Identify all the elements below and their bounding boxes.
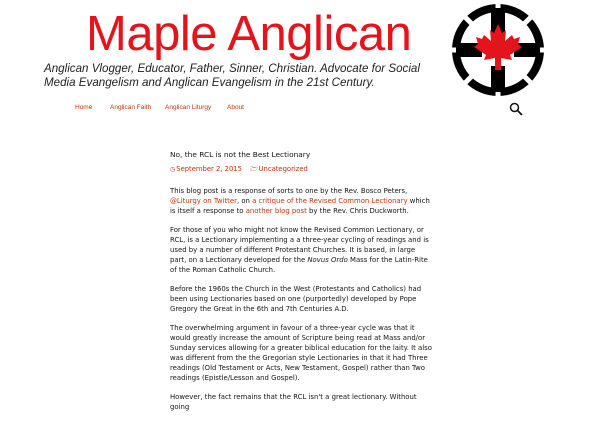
post-meta [170,165,308,174]
paragraph-3: Before the 1960s the Church in the West (Protestants and Catholics) had been using Lectionaries based on one (purportedly) developed by Pope Gregory the Great in the 6th and 7th Centuries A.D. [170,285,422,313]
post-category[interactable]: Uncategorized [258,165,308,173]
tagline-line-1: Anglican Vlogger, Educator, Father, Sinner, Christian. Advocate for Social [44,62,420,75]
post-title[interactable]: No, the RCL is not the Best Lectionary [170,150,311,159]
link-another-blog-post[interactable]: another blog post [245,207,307,215]
link-rcl-critique[interactable]: a critique of the Revised Common Lectionary [252,197,408,205]
search-icon[interactable] [509,102,523,116]
paragraph-1: This blog post is a response of sorts to one by the Rev. Bosco Peters, @Liturgy on Twitter, on a critique of the Revised Common Lectionary which is itself a response to another blog post by the Rev. Chris Duckworth. [170,187,430,215]
nav-about[interactable]: About [227,104,244,111]
link-liturgy-twitter[interactable]: @Liturgy on Twitter [170,197,237,205]
site-title[interactable]: Maple Anglican [86,7,412,61]
nav-anglican-faith[interactable]: Anglican Faith [110,104,152,111]
site-tagline [44,62,436,90]
folder-icon: 🗁 [250,166,258,173]
paragraph-4: The overwhelming argument in favour of a three-year cycle was that it would greatly increase the amount of Scripture being read at Mass and/or Sunday services allowing for a greater biblical education for the laity. It also was different from the the Gregorian style Lectionaries in that it had Three readings (Old Testament or Acts, New Testament, Gospel) rather than Two readings (Epistle/Lesson and Gospel). [170,324,432,382]
paragraph-2: For those of you who might not know the Revised Common Lectionary, or RCL, is a Lectionary implementing a a three-year cycling of readings and is used by a number of different Protestant Churches. It is based, in large part, on a Lectionary developed for the Novus Ordo Mass for the Latin-Rite of the Roman Catholic Church. [170,226,429,274]
post-date[interactable]: September 2, 2015 [176,165,242,173]
nav-anglican-liturgy[interactable]: Anglican Liturgy [165,104,212,111]
paragraph-5: However, the fact remains that the RCL isn't a great lectionary. Without going [170,393,417,411]
nav-home[interactable]: Home [75,104,93,111]
post-content [170,186,432,421]
tagline-line-2: Media Evangelism and Anglican Evangelism in the 21st Century. [44,76,375,89]
site-header [0,0,600,98]
clock-icon: ◷ [170,166,176,173]
maple-leaf-cross-logo [448,2,548,98]
